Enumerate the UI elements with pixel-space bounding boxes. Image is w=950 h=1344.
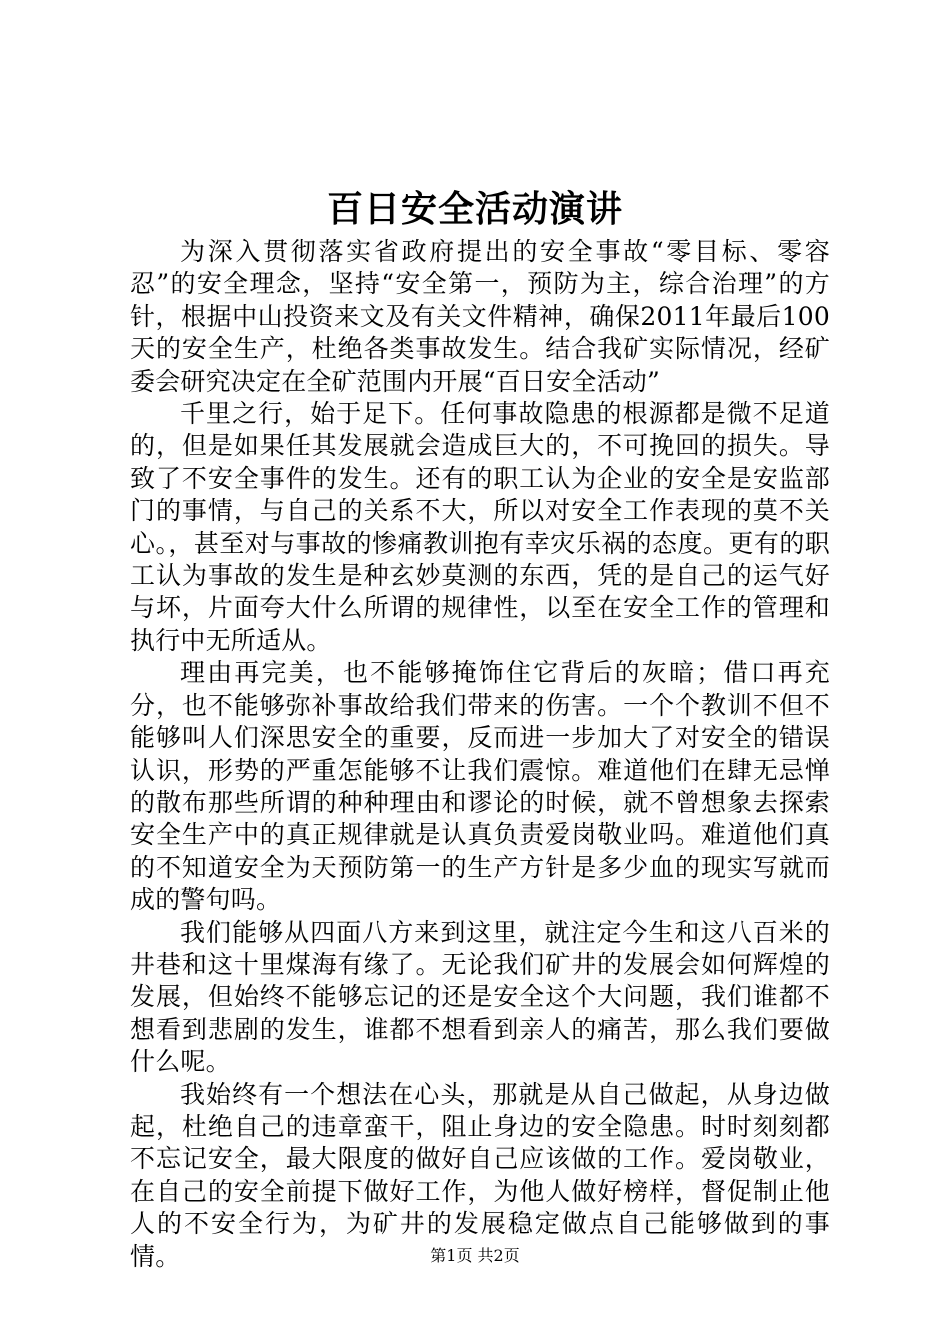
page-title: 百日安全活动演讲 <box>326 188 623 230</box>
paragraph-3: 理由再完美，也不能够掩饰住它背后的灰暗；借口再充分，也不能够弥补事故给我们带来的伤害。一个个教训不但不能够叫人们深思安全的重要，反而进一步加大了对安全的错误认识，形势的严重怎能够不让我们震惊。难道他们在肆无忌惮的散布那些所谓的种种理由和谬论的时候，就不曾想象去探索安全生产中的真正规律就是认真负责爱岗敬业吗。难道他们真的不知道安全为天预防第一的生产方针是多少血的现实写就而成的警句吗。 <box>130 658 830 915</box>
page-footer: 第1页 共2页 <box>430 1246 520 1265</box>
paragraph-2: 千里之行，始于足下。任何事故隐患的根源都是微不足道的，但是如果任其发展就会造成巨大的，不可挽回的损失。导致了不安全事件的发生。还有的职工认为企业的安全是安监部门的事情，与自己的关系不大，所以对安全工作表现的莫不关心。，甚至对与事故的惨痛教训抱有幸灾乐祸的态度。更有的职工认为事故的发生是种玄妙莫测的东西，凭的是自己的运气好与坏，片面夸大什么所谓的规律性，以至在安全工作的管理和执行中无所适从。 <box>130 399 830 655</box>
paragraph-5: 我始终有一个想法在心头，那就是从自己做起，从身边做起，杜绝自己的违章蛮干，阻止身边的安全隐患。时时刻刻都不忘记安全，最大限度的做好自己应该做的工作。爱岗敬业，在自己的安全前提下做好工作，为他人做好榜样，督促制止他人的不安全行为，为矿井的发展稳定做点自己能够做到的事情。 <box>130 1079 830 1271</box>
paragraph-4: 我们能够从四面八方来到这里，就注定今生和这八百米的井巷和这十里煤海有缘了。无论我们矿井的发展会如何辉煌的发展，但始终不能够忘记的还是安全这个大问题，我们谁都不想看到悲剧的发生，谁都不想看到亲人的痛苦，那么我们要做什么呢。 <box>130 917 830 1077</box>
paragraph-1: 为深入贯彻落实省政府提出的安全事故“零目标、零容忍”的安全理念，坚持“安全第一，预防为主，综合治理”的方针，根据中山投资来文及有关文件精神，确保2011年最后100天的安全生产，杜绝各类事故发生。结合我矿实际情况，经矿委会研究决定在全矿范围内开展“百日安全活动” <box>130 237 830 396</box>
document-body <box>130 236 830 1273</box>
